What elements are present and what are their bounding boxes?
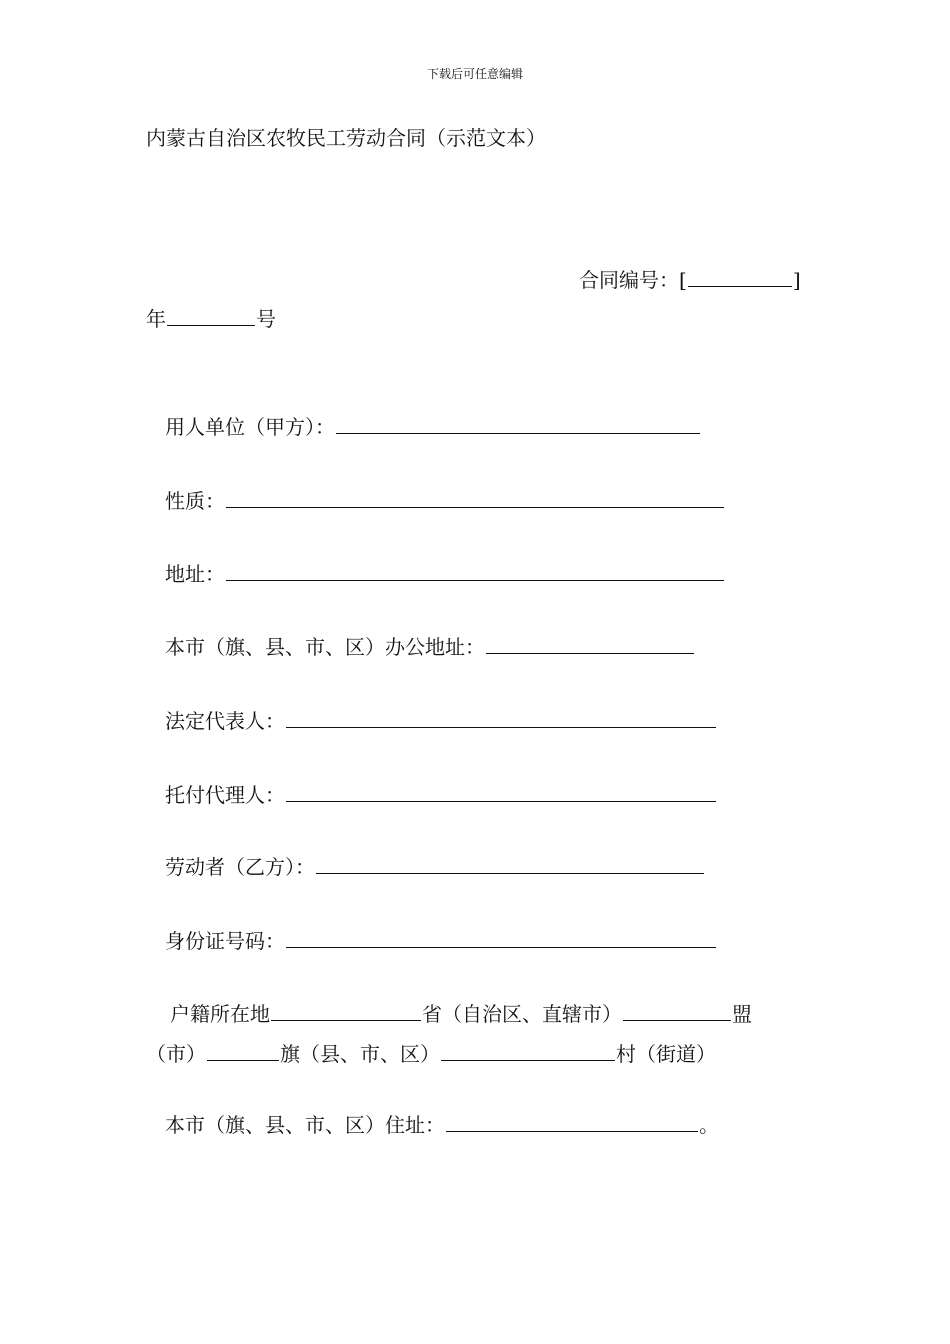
nature-label: 性质： <box>165 489 225 513</box>
household-province-blank[interactable] <box>623 1000 731 1021</box>
worker-blank[interactable] <box>316 853 704 874</box>
legal-rep-field <box>165 707 717 735</box>
nature-field <box>165 487 725 515</box>
id-number-field <box>165 927 717 955</box>
household-village: 村（街道） <box>616 1042 716 1066</box>
id-number-label: 身份证号码： <box>165 929 285 953</box>
household-place-blank[interactable] <box>271 1000 421 1021</box>
household-line-2 <box>146 1040 716 1068</box>
header-note: 下载后可任意编辑 <box>426 67 523 81</box>
legal-rep-blank[interactable] <box>286 707 716 728</box>
contract-number-blank[interactable] <box>688 266 792 287</box>
employer-label: 用人单位（甲方）： <box>165 415 335 439</box>
contract-year-line <box>146 305 276 333</box>
residence-label: 本市（旗、县、市、区）住址： <box>165 1113 445 1137</box>
contract-number-close-bracket: ] <box>792 268 801 292</box>
contract-number-label: 合同编号： <box>579 268 679 292</box>
nature-blank[interactable] <box>226 487 724 508</box>
contract-number-open-bracket: [ <box>679 268 687 292</box>
local-office-field <box>165 633 695 661</box>
household-line-1 <box>170 1000 752 1028</box>
contract-serial-blank[interactable] <box>167 305 255 326</box>
household-lead: 户籍所在地 <box>170 1002 270 1026</box>
agent-label: 托付代理人： <box>165 783 285 807</box>
household-city-blank[interactable] <box>207 1040 279 1061</box>
household-banner-blank[interactable] <box>441 1040 615 1061</box>
household-city: （市） <box>146 1042 206 1066</box>
residence-end: 。 <box>699 1113 719 1137</box>
household-province: 省（自治区、直辖市） <box>422 1002 622 1026</box>
contract-year-char: 年 <box>146 307 166 331</box>
id-number-blank[interactable] <box>286 927 716 948</box>
agent-blank[interactable] <box>286 781 716 802</box>
local-office-blank[interactable] <box>486 633 694 654</box>
employer-field <box>165 413 701 441</box>
household-banner: 旗（县、市、区） <box>280 1042 440 1066</box>
contract-number-char: 号 <box>256 307 276 331</box>
household-league: 盟 <box>732 1002 752 1026</box>
local-office-label: 本市（旗、县、市、区）办公地址： <box>165 635 485 659</box>
worker-field <box>165 853 705 881</box>
legal-rep-label: 法定代表人： <box>165 709 285 733</box>
contract-number-line <box>579 266 801 294</box>
agent-field <box>165 781 717 809</box>
residence-blank[interactable] <box>446 1111 698 1132</box>
worker-label: 劳动者（乙方）： <box>165 855 315 879</box>
employer-blank[interactable] <box>336 413 700 434</box>
address-label: 地址： <box>165 562 225 586</box>
address-blank[interactable] <box>226 560 724 581</box>
address-field <box>165 560 725 588</box>
document-title: 内蒙古自治区农牧民工劳动合同（示范文本） <box>146 126 546 150</box>
residence-field <box>165 1111 719 1139</box>
